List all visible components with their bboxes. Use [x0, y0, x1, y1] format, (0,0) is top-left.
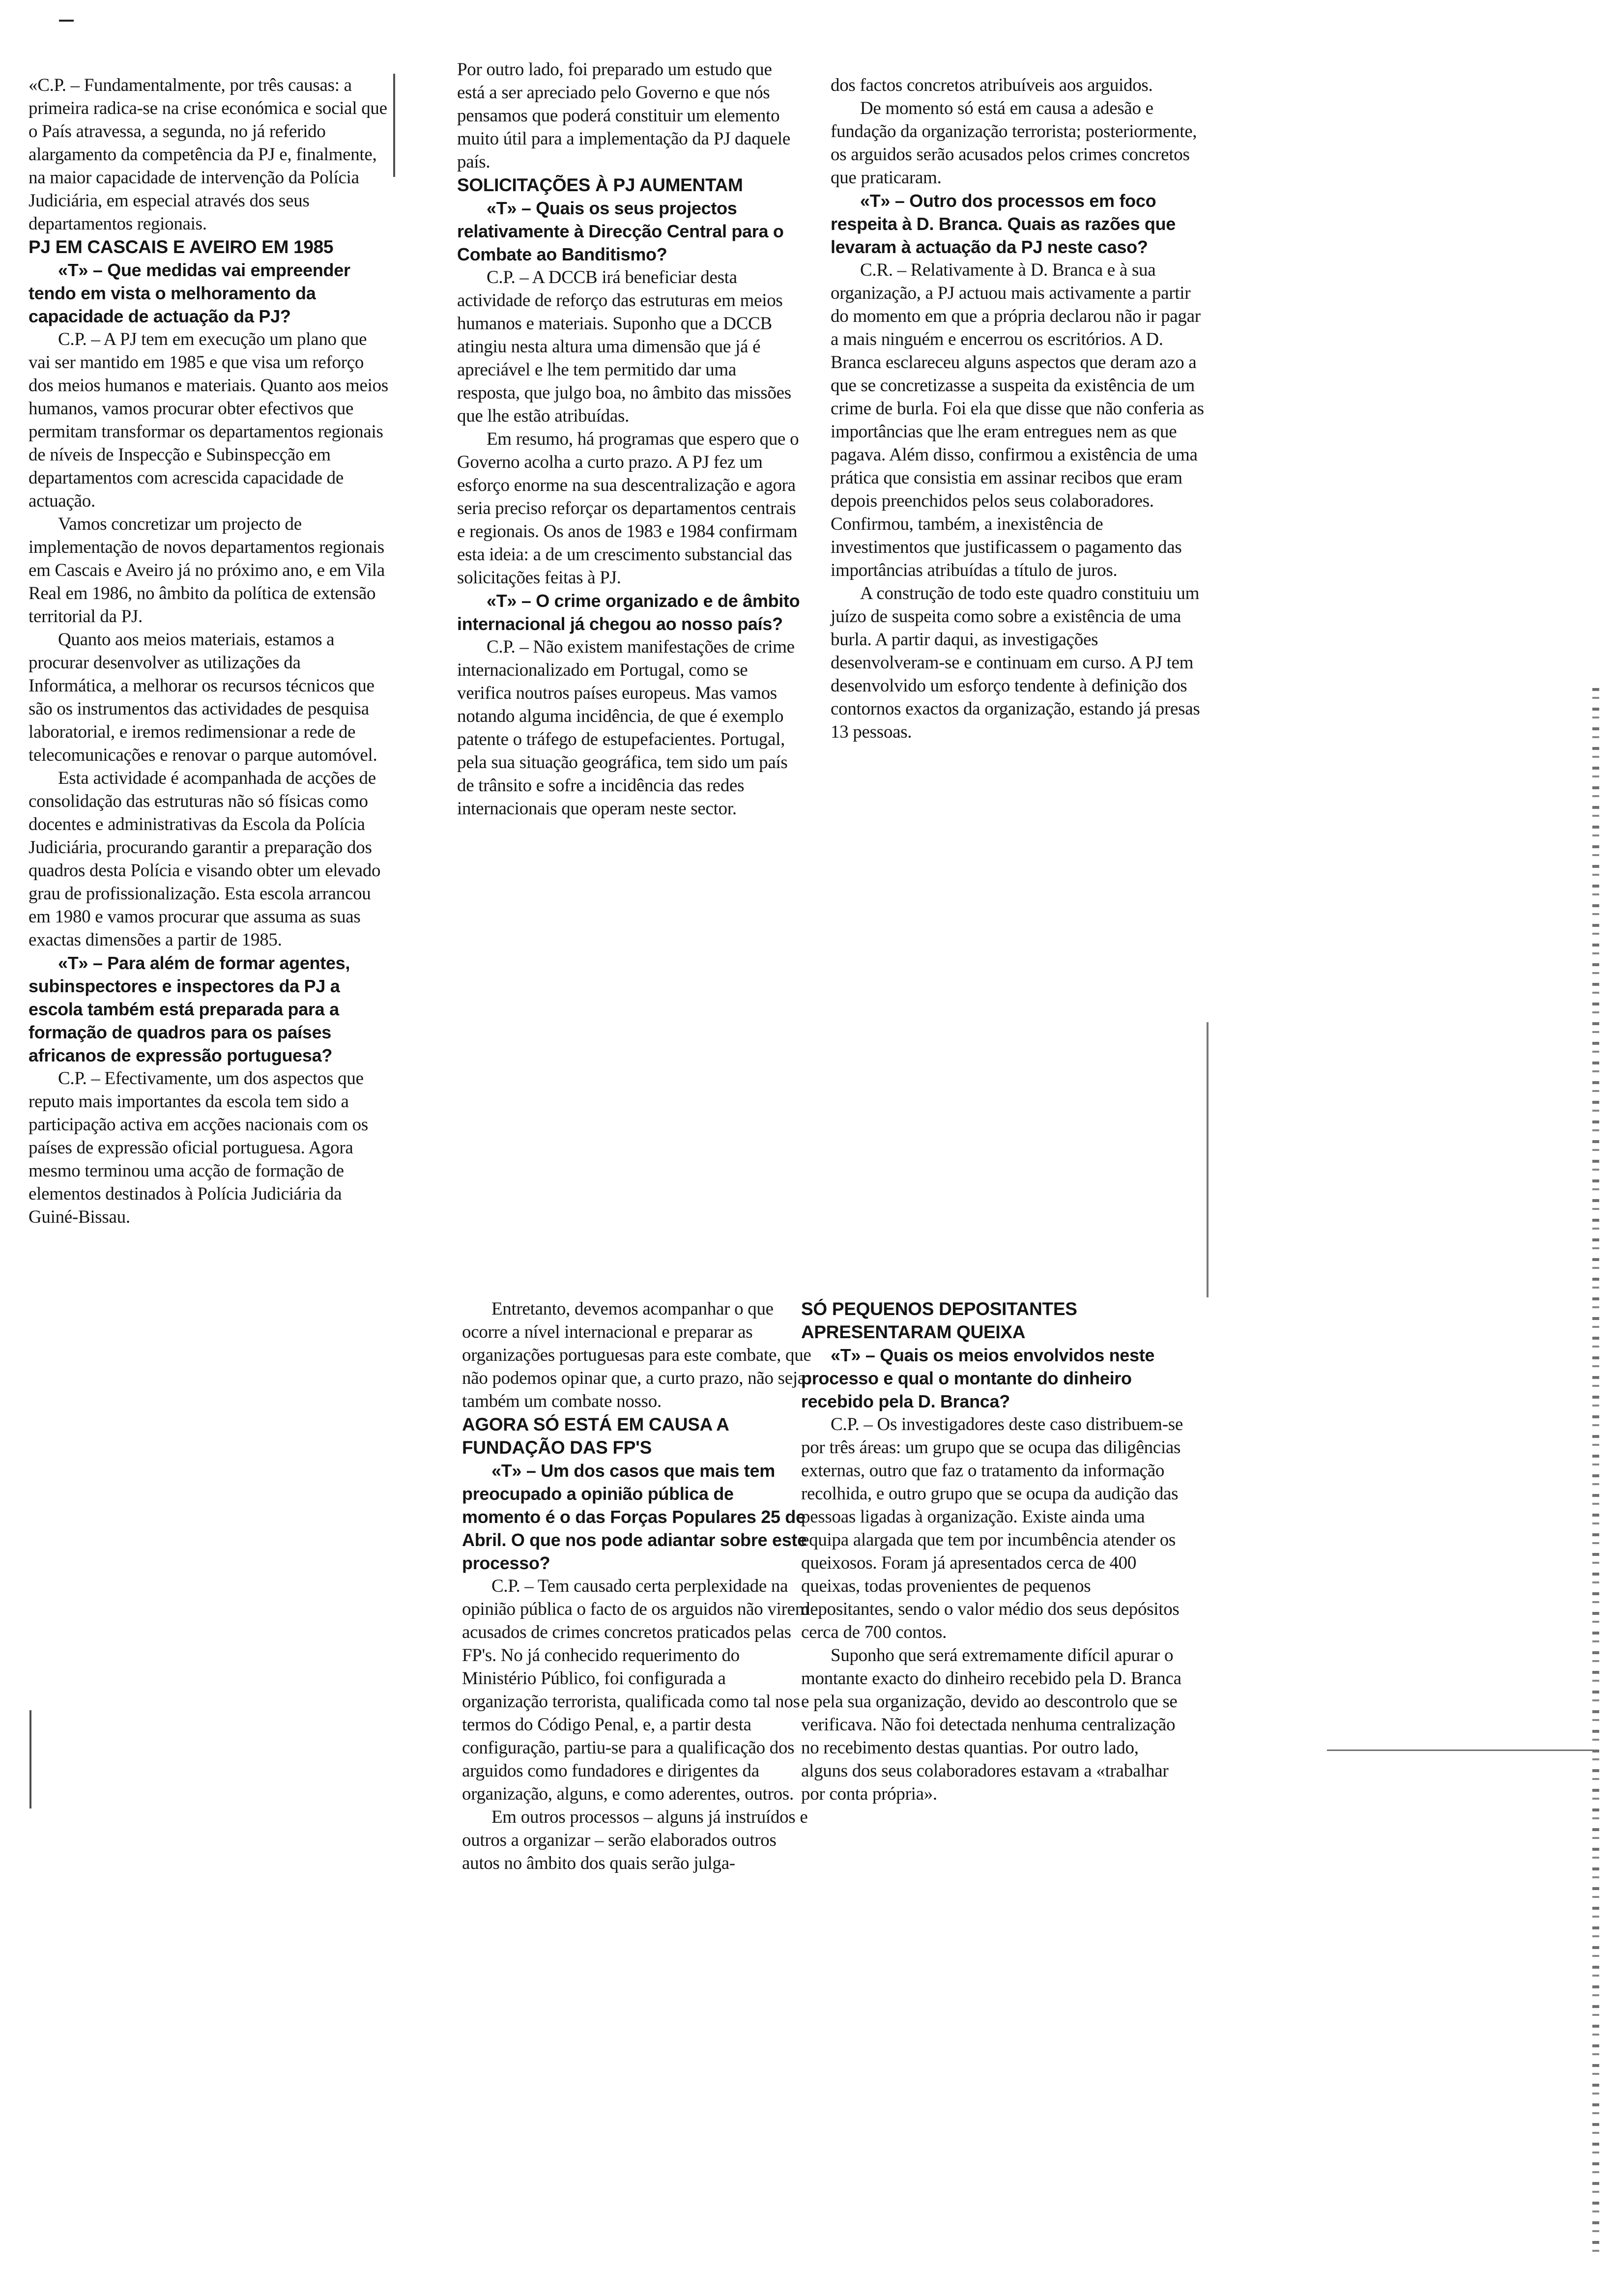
article-column-3 [831, 74, 1204, 744]
section-heading: PJ EM CASCAIS E AVEIRO EM 1985 [29, 237, 334, 257]
article-column-5 [801, 1297, 1184, 1806]
paragraph: A construção de todo este quadro constituiu um juízo de suspeita como sobre a existência de uma burla. A partir daqui, as investigações desenvolveram-se e continuam em curso. A PJ tem desenvolvido um esforço tendente à definição dos contornos exactos da organização, estando já presas 13 pessoas. [831, 583, 1200, 742]
paragraph: C.P. – A PJ tem em execução um plano que vai ser mantido em 1985 e que visa um reforço dos meios humanos e materiais. Quanto aos meios humanos, vamos procurar obter efectivos que permitam transformar os departamentos regionais de níveis de Inspecção e Subinspecção em departamentos com acrescida capacidade de actuação. [29, 329, 388, 511]
interview-question: «T» – Um dos casos que mais tem preocupado a opinião pública de momento é o das Forças Populares 25 de Abril. O que nos pode adiantar sobre este processo? [462, 1461, 807, 1573]
interview-question: «T» – Que medidas vai empreender tendo em vista o melhoramento da capacidade de actuação da PJ? [29, 260, 350, 326]
column-rule-left [393, 74, 395, 177]
paragraph: C.P. – A DCCB irá beneficiar desta actividade de reforço das estruturas em meios humanos e materiais. Suponho que a DCCB atingiu nesta altura uma dimensão que já é apreciável e lhe tem permitido dar uma resposta, que julgo boa, no âmbito das missões que lhe estão atribuídas. [457, 267, 791, 426]
column-rule-left-bottom [29, 1710, 31, 1808]
paragraph: De momento só está em causa a adesão e fundação da organização terrorista; posteriormente, os arguidos serão acusados pelos crimes concretos que praticaram. [831, 98, 1197, 188]
interview-question: «T» – Quais os seus projectos relativamente à Direcção Central para o Combate ao Banditismo? [457, 198, 784, 264]
article-column-2 [457, 58, 801, 820]
paragraph: Por outro lado, foi preparado um estudo que está a ser apreciado pelo Governo e que nós pensamos que poderá constituir um elemento muito útil para a implementação da PJ daquele país. [457, 59, 790, 172]
paragraph: Entretanto, devemos acompanhar o que ocorre a nível internacional e preparar as organizações portuguesas para este combate, que não podemos opinar que, a curto prazo, não seja também um combate nosso. [462, 1299, 811, 1411]
paragraph: C.P. – Tem causado certa perplexidade na opinião pública o facto de os arguidos não virem acusados de crimes concretos praticados pelas FP's. No já conhecido requerimento do Ministério Público, foi configurada a organização terrorista, qualificada como tal nos termos do Código Penal, e, a partir desta configuração, partiu-se para a qualificação dos arguidos como fundadores e dirigentes da organização, alguns, e como aderentes, outros. [462, 1576, 809, 1804]
scan-rule-right [1327, 1750, 1592, 1751]
column-rule-right [1207, 1022, 1209, 1297]
paragraph: Em resumo, há programas que espero que o Governo acolha a curto prazo. A PJ fez um esforço enorme na sua descentralização e agora seria preciso reforçar os departamentos centrais e regionais. Os anos de 1983 e 1984 confirmam esta ideia: a de um crescimento substancial das solicitações feitas à PJ. [457, 429, 799, 588]
paragraph: «C.P. – Fundamentalmente, por três causas: a primeira radica-se na crise económica e social que o País atravessa, a segunda, no já referido alargamento da competência da PJ e, finalmente, na maior capacidade de intervenção da Polícia Judiciária, em especial através dos seus departamentos regionais. [29, 75, 387, 234]
paragraph: Esta actividade é acompanhada de acções de consolidação das estruturas não só físicas como docentes e administrativas da Escola da Polícia Judiciária, procurando garantir a preparação dos quadros desta Polícia e visando obter um elevado grau de profissionalização. Esta escola arrancou em 1980 e vamos procurar que assuma as suas exactas dimensões a partir de 1985. [29, 768, 381, 950]
paragraph: C.P. – Não existem manifestações de crime internacionalizado em Portugal, como se verifica noutros países europeus. Mas vamos notando alguma incidência, de que é exemplo patente o tráfego de estupefacientes. Portugal, pela sua situação geográfica, tem sido um país de trânsito e sofre a incidência das redes internacionais que operam neste sector. [457, 637, 795, 819]
paragraph: Vamos concretizar um projecto de implementação de novos departamentos regionais em Cascais e Aveiro já no próximo ano, e em Vila Real em 1986, no âmbito da política de extensão territorial da PJ. [29, 514, 385, 627]
scan-mark-top [59, 20, 74, 22]
section-heading: SÓ PEQUENOS DEPOSITANTES APRESENTARAM QUEIXA [801, 1299, 1077, 1342]
interview-question: «T» – Outro dos processos em foco respeita à D. Branca. Quais as razões que levaram à actuação da PJ neste caso? [831, 191, 1176, 257]
paragraph: C.P. – Efectivamente, um dos aspectos que reputo mais importantes da escola tem sido a participação activa em acções nacionais com os países de expressão oficial portuguesa. Agora mesmo terminou uma acção de formação de elementos destinados à Polícia Judiciária da Guiné-Bissau. [29, 1068, 368, 1227]
paragraph: C.R. – Relativamente à D. Branca e à sua organização, a PJ actuou mais activamente a partir do momento em que a própria declarou não ir pagar a mais ninguém e encerrou os escritórios. A D. Branca esclareceu alguns aspectos que deram azo a que se concretizasse a suspeita da existência de um crime de burla. Foi ela que disse que não conferia as importâncias que lhe eram entregues nem as que pagava. Além disso, confirmou a existência de uma prática que consistia em assinar recibos que eram depois preenchidos pelos seus colaboradores. Confirmou, também, a inexistência de investimentos que justificassem o pagamento das importâncias atribuídas a título de juros. [831, 260, 1204, 580]
interview-question: «T» – Para além de formar agentes, subinspectores e inspectores da PJ a escola também está preparada para a formação de quadros para os países africanos de expressão portuguesa? [29, 953, 350, 1065]
paragraph: dos factos concretos atribuíveis aos arguidos. [831, 75, 1153, 95]
scan-edge-noise [1592, 688, 1599, 2261]
interview-question: «T» – O crime organizado e de âmbito internacional já chegou ao nosso país? [457, 591, 800, 634]
section-heading: AGORA SÓ ESTÁ EM CAUSA A FUNDAÇÃO DAS FP'S [462, 1414, 729, 1458]
article-column-4 [462, 1297, 816, 1875]
paragraph: Em outros processos – alguns já instruídos e outros a organizar – serão elaborados outros autos no âmbito dos quais serão julga- [462, 1807, 808, 1873]
interview-question: «T» – Quais os meios envolvidos neste processo e qual o montante do dinheiro recebido pela D. Branca? [801, 1345, 1155, 1411]
article-column-1 [29, 74, 392, 1229]
paragraph: Quanto aos meios materiais, estamos a procurar desenvolver as utilizações da Informática, a melhorar os recursos técnicos que são os instrumentos das actividades de pesquisa laboratorial, e iremos redimensionar a rede de telecomunicações e renovar o parque automóvel. [29, 630, 377, 765]
paragraph: Suponho que será extremamente difícil apurar o montante exacto do dinheiro recebido pela D. Branca e pela sua organização, devido ao descontrolo que se verificava. Não foi detectada nenhuma centralização no recebimento destas quantias. Por outro lado, alguns dos seus colaboradores estavam a «trabalhar por conta própria». [801, 1645, 1181, 1804]
paragraph: C.P. – Os investigadores deste caso distribuem-se por três áreas: um grupo que se ocupa das diligências externas, outro que faz o tratamento da informação recolhida, e outro grupo que se ocupa da audição das pessoas ligadas à organização. Existe ainda uma equipa alargada que tem por incumbência atender os queixosos. Foram já apresentados cerca de 400 queixas, todas provenientes de pequenos depositantes, sendo o valor médio dos seus depósitos cerca de 700 contos. [801, 1414, 1183, 1642]
section-heading: SOLICITAÇÕES À PJ AUMENTAM [457, 175, 743, 195]
